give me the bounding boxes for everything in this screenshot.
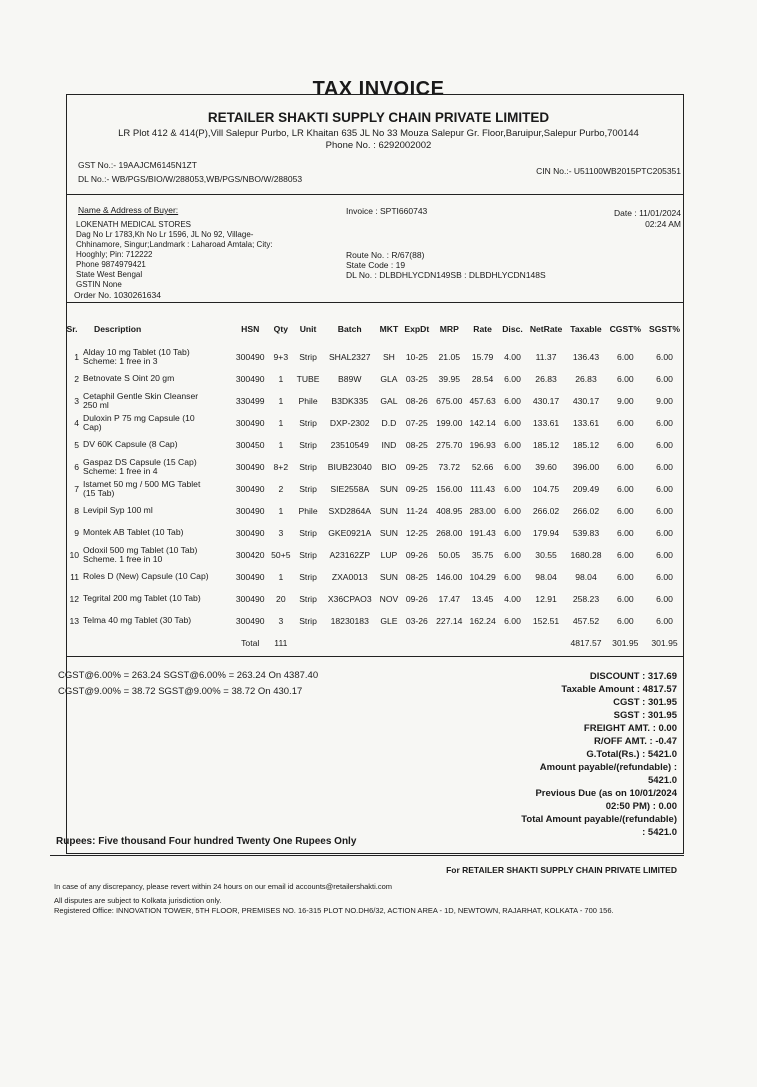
state-code: State Code : 19 bbox=[346, 260, 406, 270]
col-disc: Disc. bbox=[502, 324, 523, 334]
total-taxable: 4817.57 bbox=[570, 638, 602, 648]
buyer-address-line2: Chhinamore, Singur;Landmark : Laharoad Amtala; City: bbox=[76, 240, 273, 249]
cell-netrate: 26.83 bbox=[535, 374, 557, 384]
company-phone: Phone No. : 6292002002 bbox=[325, 140, 432, 151]
cell-mkt: NOV bbox=[379, 594, 399, 604]
cell-mkt: SUN bbox=[379, 484, 398, 494]
cell-mrp: 73.72 bbox=[438, 462, 461, 472]
amount-payable-value: 5421.0 bbox=[647, 775, 677, 786]
cell-cgst: 6.00 bbox=[616, 572, 634, 582]
cell-taxable: 539.83 bbox=[572, 528, 600, 538]
document-title: TAX INVOICE bbox=[312, 78, 445, 100]
table-row bbox=[62, 456, 684, 478]
cell-description: Telma 40 mg Tablet (30 Tab) bbox=[83, 615, 192, 626]
cell-batch: B3DK335 bbox=[331, 396, 369, 406]
cell-netrate: 152.51 bbox=[532, 616, 560, 626]
col-batch: Batch bbox=[337, 324, 362, 334]
cell-rate: 162.24 bbox=[469, 616, 496, 626]
sgst-total: SGST : 301.95 bbox=[613, 710, 677, 721]
cell-description: Cetaphil Gentle Skin Cleanser 250 ml bbox=[83, 390, 199, 410]
cell-description: Montek AB Tablet (10 Tab) bbox=[83, 527, 184, 538]
col-hsn: HSN bbox=[241, 324, 260, 334]
cell-rate: 28.54 bbox=[471, 374, 494, 384]
cell-cgst: 6.00 bbox=[616, 528, 634, 538]
cell-batch: BIUB23040 bbox=[327, 462, 372, 472]
cell-description: Odoxil 500 mg Tablet (10 Tab) Scheme. 1 free in 10 bbox=[83, 544, 198, 564]
cell-batch: GKE0921A bbox=[328, 528, 372, 538]
cell-expdt: 08-25 bbox=[405, 572, 428, 582]
cell-qty: 3 bbox=[278, 528, 284, 538]
cell-expdt: 08-25 bbox=[405, 440, 428, 450]
buyer-name: LOKENATH MEDICAL STORES bbox=[76, 220, 191, 229]
cell-mkt: GLE bbox=[380, 616, 398, 626]
cell-cgst: 6.00 bbox=[616, 550, 634, 560]
cell-mkt: SUN bbox=[379, 528, 398, 538]
cell-disc: 6.00 bbox=[504, 462, 521, 472]
cell-sgst: 6.00 bbox=[656, 352, 673, 362]
cell-unit: Strip bbox=[299, 594, 317, 604]
cell-netrate: 179.94 bbox=[532, 528, 560, 538]
cell-hsn: 300490 bbox=[235, 374, 265, 384]
cell-description: Betnovate S Oint 20 gm bbox=[83, 373, 175, 384]
cell-sr: 7 bbox=[74, 484, 79, 494]
cgst-total: CGST : 301.95 bbox=[613, 697, 677, 708]
cell-mrp: 268.00 bbox=[436, 528, 463, 538]
cell-sgst: 6.00 bbox=[656, 616, 673, 626]
cell-batch: X36CPAO3 bbox=[327, 594, 372, 604]
cell-sgst: 9.00 bbox=[656, 396, 673, 406]
cell-taxable: 266.02 bbox=[572, 506, 600, 516]
cell-taxable: 185.12 bbox=[572, 440, 600, 450]
cell-description: Levipil Syp 100 ml bbox=[83, 505, 153, 516]
table-total-row bbox=[62, 632, 684, 654]
cell-cgst: 9.00 bbox=[616, 396, 634, 406]
cell-mkt: BIO bbox=[381, 462, 397, 472]
cell-taxable: 133.61 bbox=[572, 418, 600, 428]
cell-qty: 1 bbox=[278, 572, 284, 582]
amount-in-words: Rupees: Five thousand Four hundred Twenty One Rupees Only bbox=[56, 836, 357, 847]
cell-batch: DXP-2302 bbox=[329, 418, 370, 428]
cell-mkt: SUN bbox=[379, 572, 398, 582]
cell-disc: 6.00 bbox=[504, 418, 521, 428]
cell-batch: A23162ZP bbox=[329, 550, 371, 560]
cell-taxable: 136.43 bbox=[572, 352, 600, 362]
cell-sr: 13 bbox=[69, 616, 79, 626]
cell-sr: 8 bbox=[74, 506, 79, 516]
invoice-date: Date : 11/01/2024 bbox=[614, 208, 681, 218]
cell-hsn: 300490 bbox=[235, 418, 265, 428]
table-header-row bbox=[62, 312, 684, 346]
table-row bbox=[62, 478, 684, 500]
cell-description: Tegrital 200 mg Tablet (10 Tab) bbox=[83, 593, 201, 604]
table-row bbox=[62, 500, 684, 522]
cell-cgst: 6.00 bbox=[616, 418, 634, 428]
cell-mkt: IND bbox=[381, 440, 397, 450]
cell-description: Duloxin P 75 mg Capsule (10 Cap) bbox=[83, 412, 195, 432]
cell-disc: 6.00 bbox=[504, 396, 521, 406]
previous-due-value: 02:50 PM) : 0.00 bbox=[605, 801, 677, 812]
footer-registered-office: Registered Office: INNOVATION TOWER, 5TH FLOOR, PREMISES NO. 16-315 PLOT NO.DH6/32, ACTION AREA - 1D, NEWTOWN, RAJARHAT, KOLKATA - 700 156. bbox=[54, 906, 614, 915]
cell-cgst: 6.00 bbox=[616, 594, 634, 604]
cell-batch: 23510549 bbox=[330, 440, 369, 450]
col-sgst: SGST% bbox=[649, 324, 681, 334]
cell-mkt: LUP bbox=[380, 550, 398, 560]
cell-hsn: 300490 bbox=[235, 572, 265, 582]
cell-qty: 3 bbox=[278, 616, 284, 626]
table-row bbox=[62, 522, 684, 544]
cell-qty: 1 bbox=[278, 374, 284, 384]
cell-qty: 2 bbox=[278, 484, 284, 494]
cell-unit: Strip bbox=[299, 418, 317, 428]
cell-rate: 457.63 bbox=[469, 396, 496, 406]
cell-taxable: 209.49 bbox=[572, 484, 600, 494]
cell-disc: 6.00 bbox=[504, 572, 521, 582]
cell-hsn: 300420 bbox=[235, 550, 265, 560]
discount-total: DISCOUNT : 317.69 bbox=[589, 671, 677, 682]
cell-disc: 6.00 bbox=[504, 484, 521, 494]
cell-sr: 11 bbox=[70, 572, 79, 582]
cell-mrp: 17.47 bbox=[438, 594, 461, 604]
cell-sgst: 6.00 bbox=[656, 572, 673, 582]
cell-rate: 283.00 bbox=[469, 506, 496, 516]
cell-sgst: 6.00 bbox=[656, 550, 673, 560]
cell-mkt: GAL bbox=[380, 396, 398, 406]
cell-sr: 4 bbox=[74, 418, 79, 428]
cell-unit: TUBE bbox=[296, 374, 320, 384]
tax-summary-line2: CGST@9.00% = 38.72 SGST@9.00% = 38.72 On 430.17 bbox=[58, 686, 303, 697]
cell-rate: 191.43 bbox=[469, 528, 496, 538]
cell-taxable: 98.04 bbox=[575, 572, 597, 582]
cell-rate: 15.79 bbox=[471, 352, 494, 362]
cell-disc: 6.00 bbox=[504, 528, 521, 538]
cell-unit: Strip bbox=[299, 550, 317, 560]
cell-mrp: 199.00 bbox=[436, 418, 463, 428]
cell-rate: 13.45 bbox=[471, 594, 494, 604]
cell-hsn: 300490 bbox=[235, 594, 265, 604]
taxable-total: Taxable Amount : 4817.57 bbox=[561, 684, 677, 695]
cell-qty: 1 bbox=[278, 506, 284, 516]
cell-sgst: 6.00 bbox=[656, 484, 673, 494]
cell-netrate: 98.04 bbox=[535, 572, 557, 582]
cell-qty: 50+5 bbox=[271, 550, 291, 560]
cell-cgst: 6.00 bbox=[616, 484, 634, 494]
cell-disc: 6.00 bbox=[504, 616, 521, 626]
cell-sgst: 6.00 bbox=[656, 418, 673, 428]
cell-netrate: 133.61 bbox=[532, 418, 560, 428]
cell-disc: 4.00 bbox=[504, 352, 521, 362]
cell-sr: 1 bbox=[74, 352, 79, 362]
cell-disc: 4.00 bbox=[504, 594, 521, 604]
grand-total: G.Total(Rs.) : 5421.0 bbox=[586, 749, 677, 760]
cell-expdt: 09-26 bbox=[405, 550, 428, 560]
company-cin: CIN No.:- U51100WB2015PTC205351 bbox=[536, 166, 681, 176]
cell-mrp: 156.00 bbox=[436, 484, 463, 494]
cell-netrate: 185.12 bbox=[532, 440, 560, 450]
cell-batch: B89W bbox=[338, 374, 362, 384]
invoice-number: Invoice : SPTI660743 bbox=[346, 206, 428, 216]
cell-sgst: 6.00 bbox=[656, 440, 673, 450]
col-description: Description bbox=[94, 324, 142, 334]
buyer-address-line3: Hooghly; Pin: 712222 bbox=[76, 250, 153, 259]
freight-total: FREIGHT AMT. : 0.00 bbox=[583, 723, 677, 734]
cell-netrate: 39.60 bbox=[535, 462, 557, 472]
cell-unit: Strip bbox=[299, 440, 317, 450]
buyer-order-no: Order No. 1030261634 bbox=[74, 290, 161, 300]
cell-expdt: 08-26 bbox=[405, 396, 428, 406]
total-cgst: 301.95 bbox=[612, 638, 639, 648]
cell-qty: 8+2 bbox=[273, 462, 289, 472]
cell-description: Gaspaz DS Capsule (15 Cap) Scheme: 1 free in 4 bbox=[83, 456, 197, 476]
cell-mkt: GLA bbox=[380, 374, 398, 384]
cell-sr: 12 bbox=[69, 594, 79, 604]
cell-unit: Strip bbox=[299, 572, 317, 582]
route-no: Route No. : R/67(88) bbox=[346, 250, 425, 260]
cell-expdt: 09-26 bbox=[405, 594, 428, 604]
col-qty: Qty bbox=[273, 324, 288, 334]
cell-rate: 142.14 bbox=[469, 418, 496, 428]
cell-netrate: 11.37 bbox=[535, 352, 557, 362]
cell-rate: 196.93 bbox=[469, 440, 496, 450]
cell-unit: Strip bbox=[299, 462, 317, 472]
cell-hsn: 300450 bbox=[235, 440, 265, 450]
amount-payable-label: Amount payable/(refundable) : bbox=[539, 762, 677, 773]
cell-hsn: 300490 bbox=[235, 506, 265, 516]
cell-sr: 6 bbox=[74, 462, 79, 472]
previous-due-label: Previous Due (as on 10/01/2024 bbox=[535, 788, 677, 799]
cell-hsn: 300490 bbox=[235, 484, 265, 494]
table-row bbox=[62, 434, 684, 456]
cell-sr: 3 bbox=[74, 396, 79, 406]
cell-taxable: 26.83 bbox=[575, 374, 597, 384]
cell-taxable: 258.23 bbox=[572, 594, 600, 604]
cell-batch: SXD2864A bbox=[328, 506, 372, 516]
cell-rate: 104.29 bbox=[469, 572, 496, 582]
roff-total: R/OFF AMT. : -0.47 bbox=[593, 736, 677, 747]
cell-batch: SIE2558A bbox=[330, 484, 370, 494]
buyer-state: State West Bengal bbox=[76, 270, 143, 279]
table-row bbox=[62, 610, 684, 632]
total-payable-value: : 5421.0 bbox=[642, 827, 677, 838]
cell-netrate: 430.17 bbox=[532, 396, 560, 406]
cell-rate: 35.75 bbox=[471, 550, 494, 560]
cell-hsn: 300490 bbox=[235, 616, 265, 626]
cell-expdt: 11-24 bbox=[406, 506, 428, 516]
cell-description: Roles D (New) Capsule (10 Cap) bbox=[83, 571, 209, 582]
cell-taxable: 430.17 bbox=[572, 396, 600, 406]
total-payable-label: Total Amount payable/(refundable) bbox=[521, 814, 677, 825]
cell-unit: Strip bbox=[299, 528, 317, 538]
cell-disc: 6.00 bbox=[504, 550, 521, 560]
col-mkt: MKT bbox=[379, 324, 399, 334]
cell-sgst: 6.00 bbox=[656, 374, 673, 384]
table-row bbox=[62, 412, 684, 434]
cell-taxable: 396.00 bbox=[572, 462, 600, 472]
tax-summary-line1: CGST@6.00% = 263.24 SGST@6.00% = 263.24 On 4387.40 bbox=[58, 670, 319, 681]
table-bottom-divider bbox=[66, 656, 684, 657]
items-table bbox=[62, 312, 684, 654]
cell-expdt: 03-26 bbox=[405, 616, 428, 626]
cell-batch: ZXA0013 bbox=[331, 572, 368, 582]
cell-sgst: 6.00 bbox=[656, 594, 673, 604]
cell-qty: 1 bbox=[278, 440, 284, 450]
cell-description: Istamet 50 mg / 500 MG Tablet (15 Tab) bbox=[83, 478, 201, 498]
cell-mrp: 275.70 bbox=[436, 440, 463, 450]
buyer-address-line1: Dag No Lr 1783,Kh No Lr 1596, JL No 92, Village- bbox=[76, 230, 254, 239]
cell-mrp: 146.00 bbox=[436, 572, 463, 582]
footer-jurisdiction: All disputes are subject to Kolkata jurisdiction only. bbox=[54, 896, 222, 905]
col-taxable: Taxable bbox=[570, 324, 602, 334]
cell-mkt: SH bbox=[382, 352, 395, 362]
footer-discrepancy: In case of any discrepancy, please revert within 24 hours on our email id accounts@retailershakti.com bbox=[54, 882, 393, 891]
cell-rate: 52.66 bbox=[471, 462, 494, 472]
cell-description: DV 60K Capsule (8 Cap) bbox=[83, 439, 178, 450]
cell-cgst: 6.00 bbox=[616, 462, 634, 472]
cell-hsn: 300490 bbox=[235, 462, 265, 472]
cell-mrp: 39.95 bbox=[438, 374, 461, 384]
table-row bbox=[62, 346, 684, 368]
table-row bbox=[62, 544, 684, 566]
cell-mrp: 408.95 bbox=[436, 506, 463, 516]
col-expdt: ExpDt bbox=[404, 324, 430, 334]
cell-mrp: 50.05 bbox=[438, 550, 461, 560]
cell-expdt: 09-25 bbox=[405, 484, 428, 494]
table-row bbox=[62, 588, 684, 610]
cell-expdt: 09-25 bbox=[405, 462, 428, 472]
invoice-time: 02:24 AM bbox=[645, 219, 681, 229]
col-netrate: NetRate bbox=[529, 324, 563, 334]
cell-qty: 9+3 bbox=[273, 352, 289, 362]
cell-cgst: 6.00 bbox=[616, 440, 634, 450]
for-company-signature: For RETAILER SHAKTI SUPPLY CHAIN PRIVATE LIMITED bbox=[446, 865, 677, 875]
table-row bbox=[62, 390, 684, 412]
cell-description: Alday 10 mg Tablet (10 Tab) Scheme: 1 free in 3 bbox=[83, 346, 190, 366]
cell-qty: 1 bbox=[278, 396, 284, 406]
cell-unit: Strip bbox=[299, 484, 317, 494]
cell-expdt: 03-25 bbox=[405, 374, 428, 384]
cell-qty: 20 bbox=[276, 594, 286, 604]
cell-disc: 6.00 bbox=[504, 506, 521, 516]
col-mrp: MRP bbox=[439, 324, 459, 334]
cell-netrate: 12.91 bbox=[535, 594, 557, 604]
cell-cgst: 6.00 bbox=[616, 352, 634, 362]
cell-expdt: 10-25 bbox=[405, 352, 428, 362]
cell-expdt: 07-25 bbox=[405, 418, 428, 428]
cell-cgst: 6.00 bbox=[616, 616, 634, 626]
buyer-gstin: GSTIN None bbox=[76, 280, 122, 289]
buyer-heading: Name & Address of Buyer: bbox=[78, 205, 179, 215]
cell-hsn: 330499 bbox=[235, 396, 265, 406]
total-sgst: 301.95 bbox=[651, 638, 678, 648]
col-unit: Unit bbox=[299, 324, 317, 334]
cell-sr: 10 bbox=[69, 550, 79, 560]
total-qty: 111 bbox=[274, 638, 288, 648]
cell-sr: 9 bbox=[74, 528, 79, 538]
cell-batch: 18230183 bbox=[330, 616, 369, 626]
col-cgst: CGST% bbox=[609, 324, 642, 334]
cell-batch: SHAL2327 bbox=[328, 352, 371, 362]
cell-taxable: 1680.28 bbox=[570, 550, 602, 560]
cell-cgst: 6.00 bbox=[616, 374, 634, 384]
cell-sgst: 6.00 bbox=[656, 506, 673, 516]
header-divider bbox=[66, 194, 684, 195]
cell-unit: Phile bbox=[298, 396, 318, 406]
company-address: LR Plot 412 & 414(P),Vill Salepur Purbo, LR Khaitan 635 JL No 33 Mouza Salepur Gr. Floor,Baruipur,Salepur Purbo,700144 bbox=[118, 128, 639, 139]
company-dl: DL No.:- WB/PGS/BIO/W/288053,WB/PGS/NBO/W/288053 bbox=[78, 174, 303, 184]
cell-hsn: 300490 bbox=[235, 352, 265, 362]
cell-unit: Phile bbox=[298, 506, 318, 516]
cell-taxable: 457.52 bbox=[572, 616, 600, 626]
cell-mrp: 675.00 bbox=[436, 396, 463, 406]
cell-netrate: 104.75 bbox=[532, 484, 560, 494]
cell-netrate: 30.55 bbox=[535, 550, 557, 560]
table-row bbox=[62, 368, 684, 390]
invoice-dl-no: DL No. : DLBDHLYCDN149SB : DLBDHLYCDN148S bbox=[346, 270, 546, 280]
total-label: Total bbox=[241, 638, 260, 648]
company-name: RETAILER SHAKTI SUPPLY CHAIN PRIVATE LIMITED bbox=[207, 110, 550, 125]
cell-mrp: 227.14 bbox=[436, 616, 463, 626]
table-row bbox=[62, 566, 684, 588]
col-rate: Rate bbox=[473, 324, 492, 334]
cell-disc: 6.00 bbox=[504, 374, 521, 384]
cell-mkt: SUN bbox=[379, 506, 398, 516]
cell-qty: 1 bbox=[278, 418, 284, 428]
cell-sr: 5 bbox=[74, 440, 79, 450]
cell-netrate: 266.02 bbox=[532, 506, 560, 516]
footer-divider bbox=[50, 855, 684, 856]
cell-unit: Strip bbox=[299, 352, 317, 362]
cell-sr: 2 bbox=[74, 374, 79, 384]
cell-sgst: 6.00 bbox=[656, 528, 673, 538]
cell-sgst: 6.00 bbox=[656, 462, 673, 472]
cell-cgst: 6.00 bbox=[616, 506, 634, 516]
col-sr: Sr. bbox=[66, 324, 78, 334]
items-body bbox=[62, 346, 684, 632]
cell-hsn: 300490 bbox=[235, 528, 265, 538]
cell-expdt: 12-25 bbox=[405, 528, 428, 538]
cell-unit: Strip bbox=[299, 616, 317, 626]
cell-rate: 111.43 bbox=[470, 484, 496, 494]
buyer-divider bbox=[66, 302, 684, 303]
company-gst: GST No.:- 19AAJCM6145N1ZT bbox=[78, 160, 197, 170]
cell-disc: 6.00 bbox=[504, 440, 521, 450]
cell-mkt: D.D bbox=[381, 418, 397, 428]
buyer-phone: Phone 9874979421 bbox=[76, 260, 146, 269]
cell-mrp: 21.05 bbox=[438, 352, 461, 362]
totals-block bbox=[521, 670, 677, 839]
